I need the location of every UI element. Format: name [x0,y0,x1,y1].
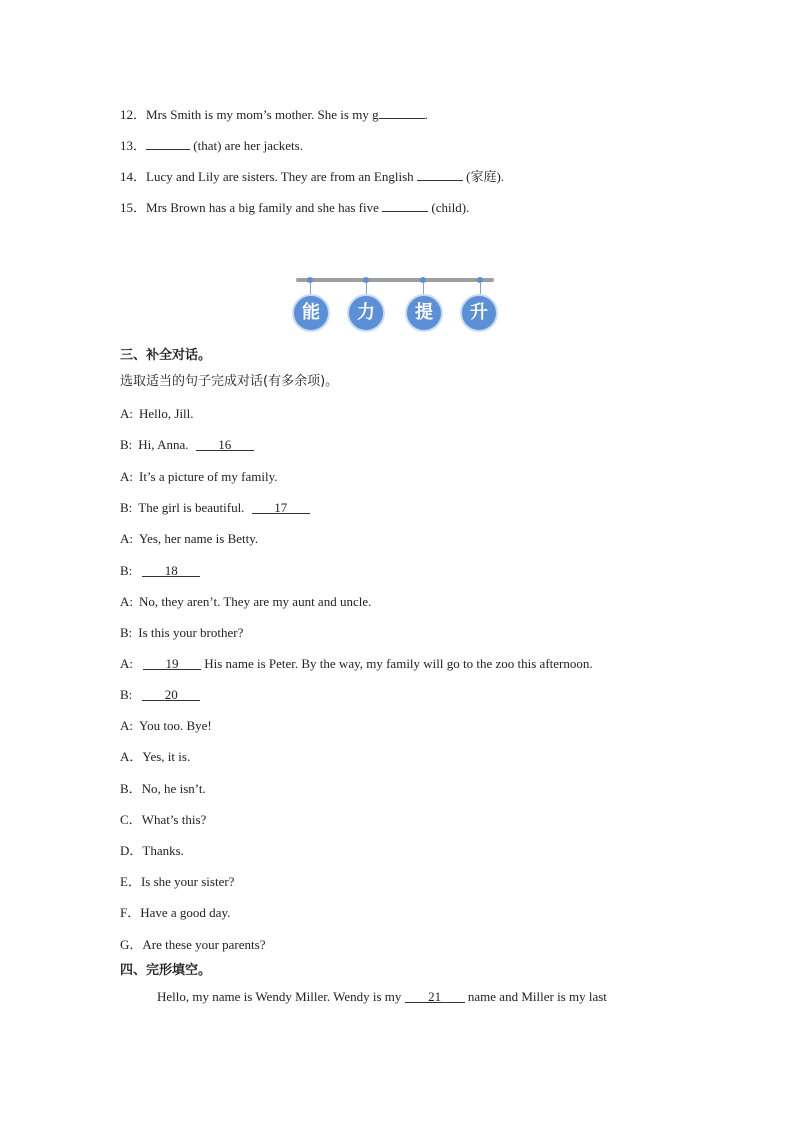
dialogue-line [120,594,794,610]
dialogue-line [120,531,794,547]
cloze-paragraph [157,989,794,1005]
dialogue-text: Is this your brother? [138,625,244,640]
speaker-label: A: [120,406,133,421]
dialogue-line [120,718,794,734]
answer-blank[interactable] [379,105,425,119]
banner-char: 提 [405,294,443,332]
dialogue-blank-18[interactable]: 18 [142,563,200,577]
answer-blank[interactable] [146,136,190,150]
answer-blank[interactable] [382,198,428,212]
speaker-label: A: [120,469,133,484]
option-item: A．Yes, it is. [120,749,191,764]
dialogue-text: It’s a picture of my family. [139,469,278,484]
banner-stem [423,282,424,294]
dialogue-blank-16[interactable]: 16 [196,437,254,451]
question-suffix: (家庭). [462,169,505,184]
banner-char: 升 [460,294,498,332]
dialogue-text: Hi, Anna. [138,437,192,452]
banner-stem [310,282,311,294]
option-item: B．No, he isn’t. [120,781,206,796]
option-item: F．Have a good day. [120,905,231,920]
option-item: E．Is she your sister? [120,874,235,889]
option-item: G．Are these your parents? [120,937,266,952]
section-3-instruction: 选取适当的句子完成对话(有多余项)。 [120,374,339,389]
dialogue-text: The girl is beautiful. [138,500,248,515]
question-12 [120,105,794,123]
cloze-text-after: name and Miller is my last [464,989,607,1004]
speaker-label: A: [120,594,133,609]
speaker-label: A: [120,656,133,671]
question-number: 14． [120,169,147,184]
dialogue-text: Hello, Jill. [139,406,194,421]
option-item: D．Thanks. [120,843,184,858]
speaker-label: B: [120,687,133,702]
dialogue-text: You too. Bye! [139,718,212,733]
speaker-label: B: [120,437,133,452]
speaker-label: B: [120,500,133,515]
speaker-label: A: [120,718,133,733]
dialogue-blank-20[interactable]: 20 [142,687,200,701]
question-13 [120,136,794,154]
question-14 [120,167,794,185]
dialogue-line [120,563,794,579]
answer-blank[interactable] [417,167,463,181]
section-4-title: 四、完形填空。 [120,963,212,978]
dialogue-line [120,437,794,453]
dialogue-text: No, they aren’t. They are my aunt and uncle. [139,594,372,609]
question-text: Mrs Brown has a big family and she has five [146,200,383,215]
banner-char: 能 [292,294,330,332]
banner-bar [296,278,494,282]
question-suffix: (that) are her jackets. [190,138,303,153]
question-text: Lucy and Lily are sisters. They are from an English [146,169,417,184]
banner-stem [366,282,367,294]
dialogue-line [120,406,794,422]
dialogue-blank-19[interactable]: 19 [143,656,201,670]
dialogue-line [120,500,794,516]
question-number: 13． [120,138,147,153]
dialogue-line [120,656,794,672]
speaker-label: A: [120,531,133,546]
speaker-label: B: [120,563,133,578]
question-suffix: (child). [428,200,470,215]
question-15 [120,198,794,216]
dialogue-line [120,625,794,641]
ability-banner [292,276,498,334]
dialogue-text-after: His name is Peter. By the way, my family will go to the zoo this afternoon. [201,656,593,671]
section-3-title: 三、补全对话。 [120,348,212,363]
dialogue-line [120,687,794,703]
option-item: C．What’s this? [120,812,207,827]
question-number: 12． [120,107,147,122]
question-text: Mrs Smith is my mom’s mother. She is my g [146,107,379,122]
question-number: 15． [120,200,147,215]
speaker-label: B: [120,625,133,640]
banner-char: 力 [347,294,385,332]
cloze-blank-21[interactable]: 21 [405,989,465,1003]
dialogue-line [120,469,794,485]
question-suffix: . [424,107,428,122]
dialogue-text: Yes, her name is Betty. [139,531,259,546]
dialogue-blank-17[interactable]: 17 [252,500,310,514]
cloze-text: Hello, my name is Wendy Miller. Wendy is my [157,989,405,1004]
banner-stem [480,282,481,294]
